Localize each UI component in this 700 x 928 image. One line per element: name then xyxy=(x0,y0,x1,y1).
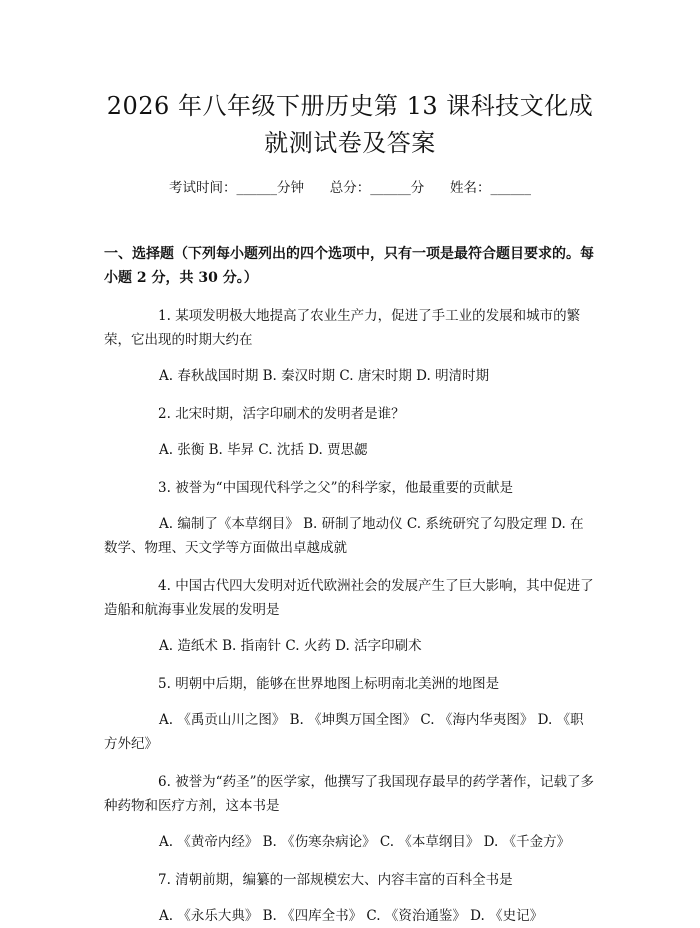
question-number: 7. xyxy=(158,872,171,888)
question-item xyxy=(104,402,596,462)
question-options: A. 造纸术 B. 指南针 C. 火药 D. 活字印刷术 xyxy=(159,638,422,654)
question-options: A. 《黄帝内经》 B. 《伤寒杂病论》 C. 《本草纲目》 D. 《千金方》 xyxy=(159,834,571,850)
question-item xyxy=(104,868,596,928)
question-number: 6. xyxy=(158,774,171,790)
question-number: 3. xyxy=(158,480,171,496)
question-text: 被誉为“中国现代科学之父”的科学家，他最重要的贡献是 xyxy=(175,480,513,496)
question-number: 2. xyxy=(158,406,171,422)
title-line-1: 2026 年八年级下册历史第 13 课科技文化成 xyxy=(106,92,594,120)
question-stem xyxy=(104,574,596,622)
document-title xyxy=(104,0,596,162)
question-item xyxy=(104,770,596,854)
question-options: A. 《永乐大典》 B. 《四库全书》 C. 《资治通鉴》 D. 《史记》 xyxy=(159,908,544,924)
question-item xyxy=(104,304,596,388)
question-options: A. 张衡 B. 毕昇 C. 沈括 D. 贾思勰 xyxy=(159,442,368,458)
question-stem xyxy=(104,402,596,426)
question-options: A. 《禹贡山川之图》 B. 《坤舆万国全图》 C. 《海内华夷图》 D. 《职方外纪》 xyxy=(104,712,584,752)
question-number: 4. xyxy=(158,578,171,594)
question-options: A. 春秋战国时期 B. 秦汉时期 C. 唐宋时期 D. 明清时期 xyxy=(159,368,490,384)
question-number: 5. xyxy=(158,676,171,692)
question-text: 某项发明极大地提高了农业生产力，促进了手工业的发展和城市的繁荣，它出现的时期大约在 xyxy=(104,308,581,348)
question-number: 1. xyxy=(158,308,171,324)
question-options: A. 编制了《本草纲目》 B. 研制了地动仪 C. 系统研究了勾股定理 D. 在数学、物理、天文学等方面做出卓越成就 xyxy=(104,516,584,556)
title-line-2: 就测试卷及答案 xyxy=(264,129,436,157)
question-stem xyxy=(104,672,596,696)
question-stem xyxy=(104,304,596,352)
question-text: 中国古代四大发明对近代欧洲社会的发展产生了巨大影响，其中促进了造船和航海事业发展的发明是 xyxy=(104,578,594,618)
question-text: 明朝中后期，能够在世界地图上标明南北美洲的地图是 xyxy=(175,676,500,692)
section-heading: 一、选择题（下列每小题列出的四个选项中，只有一项是最符合题目要求的。每小题 2 分，共 30 分。） xyxy=(104,246,594,286)
question-item xyxy=(104,574,596,658)
question-text: 北宋时期，活字印刷术的发明者是谁？ xyxy=(175,406,405,422)
question-list xyxy=(104,304,596,928)
question-stem xyxy=(104,476,596,500)
question-item xyxy=(104,672,596,756)
exam-info-line: 考试时间：______分钟 总分：______分 姓名：______ xyxy=(169,180,531,196)
question-stem xyxy=(104,770,596,818)
question-stem xyxy=(104,868,596,892)
question-text: 清朝前期，编纂的一部规模宏大、内容丰富的百科全书是 xyxy=(175,872,513,888)
question-item xyxy=(104,476,596,560)
question-text: 被誉为“药圣”的医学家，他撰写了我国现存最早的药学著作，记载了多种药物和医疗方剂，这本书是 xyxy=(104,774,594,814)
